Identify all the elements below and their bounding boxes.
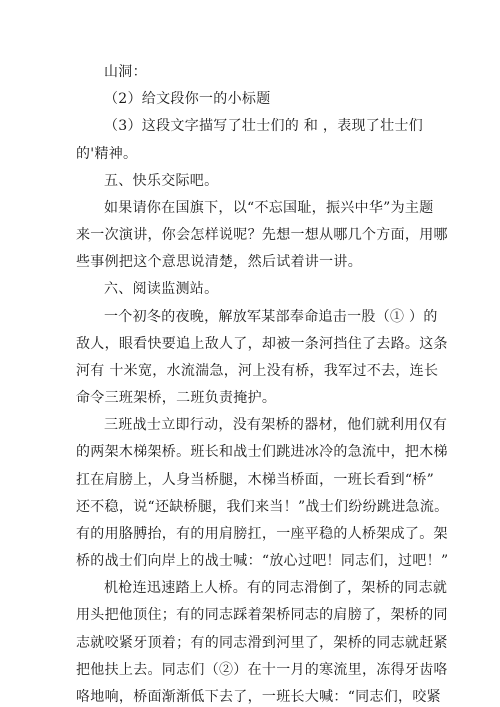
text-line-22: 志就咬紧牙顶着；有的同志滑到河里了，架桥的同志就赶紧 xyxy=(76,635,448,651)
text-line-2: （2）给文段你一的小标题 xyxy=(104,91,271,107)
text-line-8: 些事例把这个意思说清楚，然后试着讲一讲。 xyxy=(76,254,362,270)
text-line-4: 的'精神。 xyxy=(76,146,138,162)
text-line-19: 桥的战士们向岸上的战士喊：“放心过吧！同志们，过吧！” xyxy=(76,553,449,569)
text-line-16: 扛在肩膀上，人身当桥腿，木梯当桥面，一班长看到“桥” xyxy=(76,472,435,488)
text-line-13: 命令三班架桥，二班负责掩护。 xyxy=(76,390,277,406)
text-line-10: 一个初冬的夜晚，解放军某部奉命追击一股（① ）的 xyxy=(104,309,438,325)
text-line-23: 把他扶上去。同志们（②）在十一月的寒流里，冻得牙齿咯 xyxy=(76,662,448,678)
text-line-6: 如果请你在国旗下，以“不忘国耻，振兴中华”为主题 xyxy=(104,200,434,216)
text-line-11: 敌人，眼看快要追上敌人了，却被一条河挡住了去路。这条 xyxy=(76,336,448,352)
text-line-12: 河有 十米宽，水流湍急，河上没有桥，我军过不去，连长 xyxy=(76,363,439,379)
text-line-17: 还不稳，说“还缺桥腿，我们来当！”战士们纷纷跳进急流。 xyxy=(76,499,449,515)
text-line-3: （3）这段文字描写了壮士们的 和 ，表现了壮士们 xyxy=(104,118,424,134)
text-line-18: 有的用胳膊抬，有的用肩膀扛，一座平稳的人桥架成了。架 xyxy=(76,526,448,542)
text-line-14: 三班战士立即行动，没有架桥的器材，他们就利用仅有 xyxy=(104,417,448,433)
text-line-15: 的两架木梯架桥。班长和战士们跳进冰冷的急流中，把木梯 xyxy=(76,444,448,460)
text-line-1: 山洞： xyxy=(104,64,147,80)
text-line-20: 机枪连迅速踏上人桥。有的同志滑倒了，架桥的同志就 xyxy=(104,580,448,596)
text-line-21: 用头把他顶住；有的同志踩着架桥同志的肩膀了，架桥的同 xyxy=(76,607,448,623)
text-line-7: 来一次演讲，你会怎样说呢？先想一想从哪几个方面，用哪 xyxy=(76,227,448,243)
section-heading-6: 六、阅读监测站。 xyxy=(104,281,219,297)
section-heading-5: 五、快乐交际吧。 xyxy=(104,173,219,189)
text-line-24: 咯地响，桥面渐渐低下去了，一班长大喊：“同志们，咬紧 xyxy=(76,689,441,705)
